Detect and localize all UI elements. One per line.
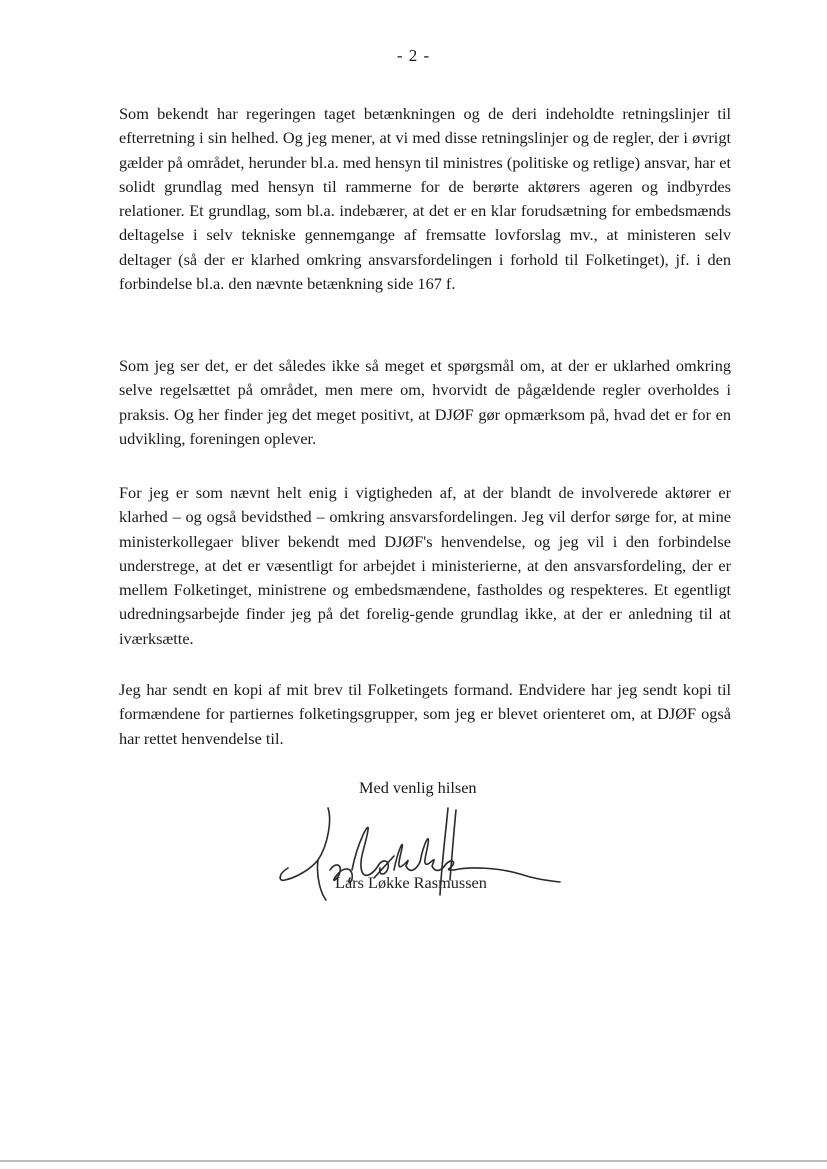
paragraph-2: Som jeg ser det, er det således ikke så meget et spørgsmål om, at der er uklarhed omkring selve regelsættet på området, men mere om, hvorvidt de pågældende regler overholdes i praksis. Og her finder jeg det meget positivt, at DJØF gør opmærksom på, hvad det er for en udvikling, foreningen oplever. (119, 356, 731, 448)
page-bottom-edge (0, 1160, 827, 1162)
handwritten-signature (270, 800, 580, 910)
paragraph-4: Jeg har sendt en kopi af mit brev til Folketingets formand. Endvidere har jeg sendt kopi til formændene for partiernes folketingsgrupper, som jeg er blevet orienteret om, at DJØF også har rettet henvendelse til. (119, 680, 731, 748)
signer-name: Lars Løkke Rasmussen (335, 873, 487, 892)
paragraph-1: Som bekendt har regeringen taget betænkningen og de deri indeholdte retningslinjer til efterretning i sin helhed. Og jeg mener, at vi med disse retningslinjer og de regler, der i øvrigt gælder på området, herunder bl.a. med hensyn til ministres (politiske og retlige) ansvar, har et solidt grundlag med hensyn til rammerne for de berørte aktørers ageren og indbyrdes relationer. Et grundlag, som bl.a. indebærer, at det er en klar forudsætning for embedsmænds deltagelse i selv tekniske gennemgange af fremsatte lovforslag mv., at ministeren selv deltager (så der er klarhed omkring ansvarsfordelingen i forhold til Folketinget), jf. i den forbindelse bl.a. den nævnte betænkning side 167 f. (119, 104, 731, 294)
closing-salutation: Med venlig hilsen (359, 778, 477, 797)
page-number: - 2 - (396, 46, 431, 65)
paragraph-3: For jeg er som nævnt helt enig i vigtigheden af, at der blandt de involverede aktører er klarhed – og også bevidsthed – omkring ansvarsfordelingen. Jeg vil derfor sørge for, at mine ministerkollegaer bliver bekendt med DJØF's henvendelse, og jeg vil i den forbindelse understrege, at det er væsentligt for arbejdet i ministerierne, at den ansvarsfordeling, der er mellem Folketinget, ministrene og embedsmændene, fastholdes og respekteres. Et egentligt udredningsarbejde finder jeg på det forelig-gende grundlag ikke, at der er anledning til at iværksætte. (119, 483, 731, 648)
